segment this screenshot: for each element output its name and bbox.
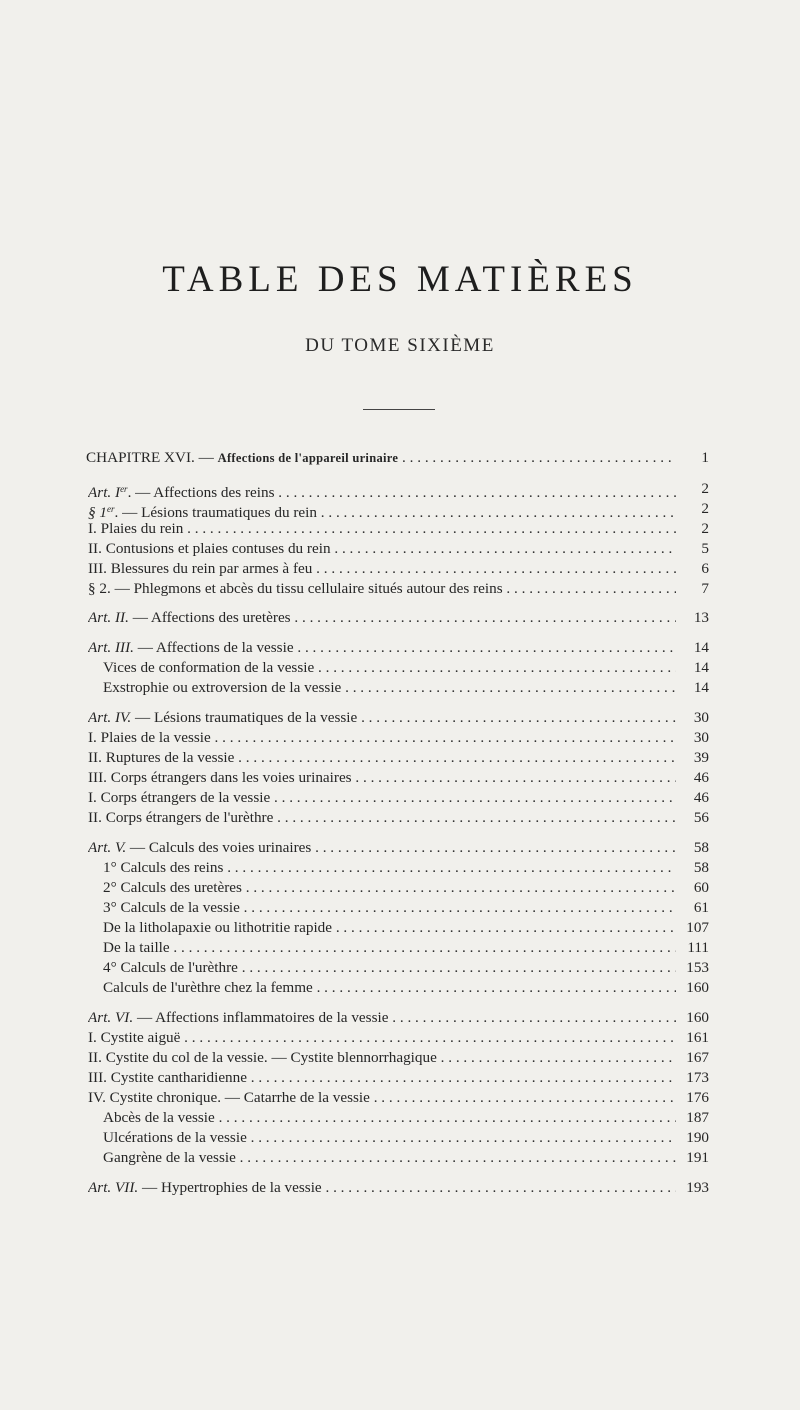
toc-entry-page: 176 [686, 1089, 709, 1106]
toc-entry-label [103, 1108, 676, 1128]
toc-entry-label [88, 808, 676, 828]
toc-entry-text: I. Plaies de la vessie [88, 729, 211, 746]
toc-entry-page: 153 [686, 959, 709, 976]
toc-entry-page: 56 [693, 809, 709, 826]
toc-entry-text: II. Ruptures de la vessie [88, 749, 235, 766]
toc-entry-page: 46 [693, 789, 709, 806]
toc-entry-label [103, 898, 676, 918]
toc-entry-page: 14 [693, 659, 709, 676]
toc-entry-text: — Hypertrophies de la vessie [138, 1179, 322, 1196]
toc-entry-text: 3° Calculs de la vessie [103, 899, 240, 916]
toc-entry-label [88, 579, 676, 599]
toc-entry-prefix: Art. VII. [88, 1179, 139, 1196]
toc-entry-text: 4° Calculs de l'urèthre [103, 959, 238, 976]
toc-entry-text: Ulcérations de la vessie [103, 1129, 247, 1146]
toc-entry-prefix: Art. IV. [88, 709, 132, 726]
toc-entry-label [88, 1028, 676, 1048]
toc-entry-text: — Affections inflammatoires de la vessie [133, 1009, 389, 1026]
toc-entry-page: 187 [686, 1109, 709, 1126]
toc-entry-page: 46 [693, 769, 709, 786]
toc-entry-text: III. Cystite cantharidienne [88, 1069, 247, 1086]
toc-entry-page: 191 [686, 1149, 709, 1166]
toc-entry-page: 60 [693, 879, 709, 896]
toc-entry-text: Gangrène de la vessie [103, 1149, 236, 1166]
toc-entry-text: Abcès de la vessie [103, 1109, 215, 1126]
toc-entry-page: 14 [693, 639, 709, 656]
toc-entry-page: 39 [693, 749, 709, 766]
toc-entry-text: III. Blessures du rein par armes à feu [88, 560, 313, 577]
toc-entry-label [88, 1088, 676, 1108]
toc-entry-label [103, 658, 676, 678]
toc-entry-text: II. Contusions et plaies contuses du rein [88, 540, 331, 557]
toc-entry-text: III. Corps étrangers dans les voies urinaires [88, 769, 352, 786]
toc-entry-label [88, 768, 676, 788]
toc-entry-page: 30 [693, 729, 709, 746]
toc-entry-page: 2 [701, 480, 709, 497]
toc-entry-label [103, 978, 676, 998]
toc-entry-text: . — Affections des reins [127, 484, 275, 501]
chapter-page: 1 [701, 449, 709, 466]
chapter-title: Affections de l'appareil urinaire [217, 451, 399, 465]
toc-entry-label [103, 958, 676, 978]
toc-entry-page: 160 [686, 1009, 709, 1026]
toc-entry-page: 111 [687, 939, 709, 956]
toc-entry-page: 7 [701, 580, 709, 597]
toc-entry-text: De la taille [103, 939, 170, 956]
toc-entry-label [88, 519, 676, 539]
toc-entry-prefix: § 1 [88, 504, 107, 521]
toc-entry-label [88, 748, 676, 768]
toc-entry-page: 193 [686, 1179, 709, 1196]
toc-entry-page: 61 [693, 899, 709, 916]
toc-entry-label [88, 559, 676, 579]
toc-entry-label [88, 728, 676, 748]
toc-entry-label [88, 539, 676, 559]
toc-entry-prefix: Art. II. [88, 609, 129, 626]
toc-entry-label [103, 858, 676, 878]
toc-entry-label [88, 608, 676, 628]
toc-entry-label [103, 678, 676, 698]
toc-entry-label [88, 788, 676, 808]
toc-entry-label [88, 1048, 676, 1068]
toc-entry-prefix: Art. III. [88, 639, 134, 656]
toc-entry-page: 58 [693, 839, 709, 856]
divider [363, 409, 435, 410]
toc-entry-prefix: Art. I [88, 484, 121, 501]
toc-entry-text: . — Lésions traumatiques du rein [114, 504, 317, 521]
toc-entry-page: 14 [693, 679, 709, 696]
toc-entry-text: I. Corps étrangers de la vessie [88, 789, 271, 806]
toc-entry-text: II. Corps étrangers de l'urèthre [88, 809, 274, 826]
page-title: TABLE DES MATIÈRES [162, 259, 638, 300]
toc-entry-label [103, 878, 676, 898]
toc-entry-label [88, 1178, 676, 1198]
toc-entry-text: § 2. — Phlegmons et abcès du tissu cellulaire situés autour des reins [88, 580, 503, 597]
toc-entry-page: 160 [686, 979, 709, 996]
toc-entry-page: 190 [686, 1129, 709, 1146]
toc-entry-page: 30 [693, 709, 709, 726]
toc-entry-text: Exstrophie ou extroversion de la vessie [103, 679, 342, 696]
toc-entry-page: 2 [701, 500, 709, 517]
chapter-label [86, 448, 676, 468]
chapter-prefix: CHAPITRE XVI. — [86, 449, 214, 466]
toc-entry-page: 6 [701, 560, 709, 577]
toc-entry-page: 107 [686, 919, 709, 936]
toc-entry-prefix: Art. V. [88, 839, 127, 856]
toc-entry-text: IV. Cystite chronique. — Catarrhe de la vessie [88, 1089, 370, 1106]
toc-entry-page: 13 [693, 609, 709, 626]
toc-entry-text: — Calculs des voies urinaires [126, 839, 312, 856]
toc-entry-page: 167 [686, 1049, 709, 1066]
toc-entry-page: 58 [693, 859, 709, 876]
toc-entry-label [88, 838, 676, 858]
toc-entry-text: I. Cystite aiguë [88, 1029, 181, 1046]
toc-entry-label [88, 638, 676, 658]
page-subtitle: DU TOME SIXIÈME [305, 335, 495, 356]
toc-entry-label [88, 708, 676, 728]
toc-entry-page: 173 [686, 1069, 709, 1086]
toc-entry-text: Vices de conformation de la vessie [103, 659, 315, 676]
toc-entry-page: 161 [686, 1029, 709, 1046]
toc-entry-page: 2 [701, 520, 709, 537]
toc-entry-label [88, 1008, 676, 1028]
toc-entry-superscript: er [120, 484, 128, 494]
toc-entry-text: II. Cystite du col de la vessie. — Cystite blennorrhagique [88, 1049, 437, 1066]
toc-entry-label [103, 938, 676, 958]
toc-entry-label [103, 1148, 676, 1168]
toc-entry-text: De la litholapaxie ou lithotritie rapide [103, 919, 333, 936]
toc-entry-text: — Affections de la vessie [133, 639, 294, 656]
toc-entry-text: — Lésions traumatiques de la vessie [131, 709, 358, 726]
toc-entry-text: — Affections des uretères [128, 609, 291, 626]
toc-entry-label [88, 1068, 676, 1088]
toc-entry-label [103, 1128, 676, 1148]
toc-entry-superscript: er [106, 504, 115, 514]
toc-entry-prefix: Art. VI. [88, 1009, 134, 1026]
toc-entry-page: 5 [701, 540, 709, 557]
toc-entry-text: 2° Calculs des uretères [103, 879, 242, 896]
toc-entry-label [103, 918, 676, 938]
toc-entry-text: Calculs de l'urèthre chez la femme [103, 979, 313, 996]
toc-entry-text: 1° Calculs des reins [103, 859, 224, 876]
toc-entry-text: I. Plaies du rein [88, 520, 184, 537]
